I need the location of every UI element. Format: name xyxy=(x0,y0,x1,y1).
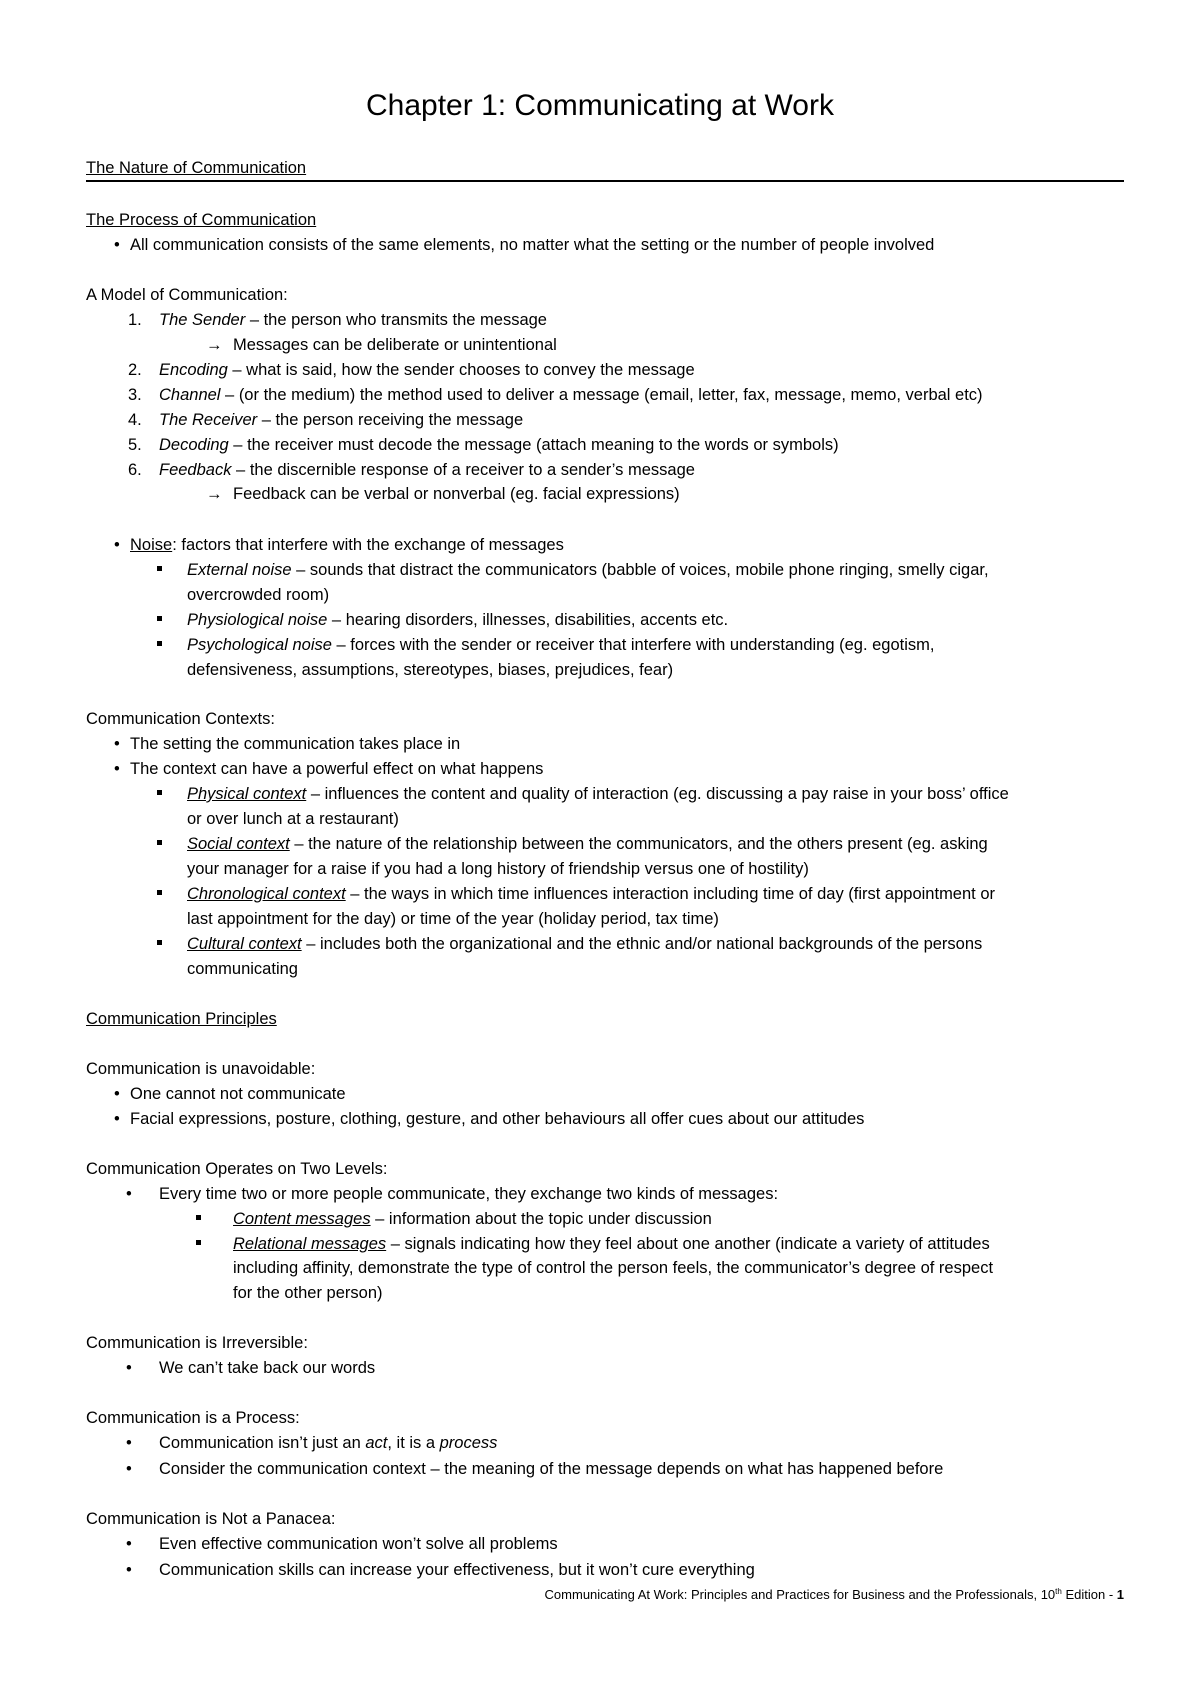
list-item: Consider the communication context – the meaning of the message depends on what has happened before xyxy=(159,1460,944,1478)
list-item-continuation: or over lunch at a restaurant) xyxy=(187,810,399,828)
list-item: Facial expressions, posture, clothing, gesture, and other behaviours all offer cues about our attitudes xyxy=(130,1110,865,1128)
list-item: Cultural context – includes both the organizational and the ethnic and/or national backgrounds of the persons xyxy=(187,935,983,953)
term: Content messages xyxy=(233,1210,371,1228)
list-item: Chronological context – the ways in which time influences interaction including time of day (first appointment or xyxy=(187,885,996,903)
arrow-marker: → xyxy=(206,336,223,354)
list-item-continuation: for the other person) xyxy=(233,1284,383,1302)
list-item: Every time two or more people communicate, they exchange two kinds of messages: xyxy=(159,1185,779,1203)
list-item-continuation: including affinity, demonstrate the type of control the person feels, the communicator’s degree of respect xyxy=(233,1259,994,1277)
term: Physiological noise xyxy=(187,611,328,629)
heading-contexts: Communication Contexts: xyxy=(86,710,275,728)
term: Channel xyxy=(159,386,221,404)
list-item: Decoding – the receiver must decode the message (attach meaning to the words or symbols) xyxy=(159,436,839,454)
term: Cultural context xyxy=(187,935,302,953)
bullet-marker: • xyxy=(126,1359,132,1377)
term: Noise xyxy=(130,536,173,554)
bullet-marker: • xyxy=(126,1460,132,1478)
page-title: Chapter 1: Communicating at Work xyxy=(366,89,834,122)
heading-process: The Process of Communication xyxy=(86,211,317,229)
bullet-marker: • xyxy=(126,1535,132,1553)
square-bullet xyxy=(157,641,162,646)
list-item: The Receiver – the person receiving the message xyxy=(159,411,524,429)
list-item-continuation: overcrowded room) xyxy=(187,586,330,604)
heading-irreversible: Communication is Irreversible: xyxy=(86,1334,308,1352)
heading-process-principle: Communication is a Process: xyxy=(86,1409,300,1427)
list-number: 6. xyxy=(128,461,142,479)
list-number: 5. xyxy=(128,436,142,454)
heading-model: A Model of Communication: xyxy=(86,286,288,304)
list-item: Psychological noise – forces with the sender or receiver that interfere with understanding (eg. egotism, xyxy=(187,636,935,654)
square-bullet xyxy=(157,566,162,571)
bullet-marker: • xyxy=(126,1561,132,1579)
heading-two-levels: Communication Operates on Two Levels: xyxy=(86,1160,388,1178)
list-item: The Sender – the person who transmits the message xyxy=(159,311,547,329)
list-item-continuation: your manager for a raise if you had a long history of friendship versus one of hostility) xyxy=(187,860,809,878)
term: Social context xyxy=(187,835,290,853)
bullet-marker: • xyxy=(114,1110,120,1128)
list-item: External noise – sounds that distract the communicators (babble of voices, mobile phone ringing, smelly cigar, xyxy=(187,561,989,579)
list-item: We can’t take back our words xyxy=(159,1359,376,1377)
term: Relational messages xyxy=(233,1235,387,1253)
list-item: Physiological noise – hearing disorders, illnesses, disabilities, accents etc. xyxy=(187,611,729,629)
term: External noise xyxy=(187,561,292,579)
heading-panacea: Communication is Not a Panacea: xyxy=(86,1510,336,1528)
term: Feedback xyxy=(159,461,232,479)
list-item: Content messages – information about the topic under discussion xyxy=(233,1210,712,1228)
term: Encoding xyxy=(159,361,228,379)
square-bullet xyxy=(157,940,162,945)
list-item: The setting the communication takes place in xyxy=(130,735,461,753)
section-heading-principles: Communication Principles xyxy=(86,1010,277,1028)
bullet-marker: • xyxy=(114,735,120,753)
list-number: 2. xyxy=(128,361,142,379)
list-item: Physical context – influences the content and quality of interaction (eg. discussing a pay raise in your boss’ office xyxy=(187,785,1009,803)
term: Psychological noise xyxy=(187,636,332,654)
arrow-marker: → xyxy=(206,485,223,503)
list-item: Feedback – the discernible response of a receiver to a sender’s message xyxy=(159,461,695,479)
list-item: Communication skills can increase your effectiveness, but it won’t cure everything xyxy=(159,1561,755,1579)
section-heading-nature: The Nature of Communication xyxy=(86,159,307,177)
square-bullet xyxy=(196,1215,201,1220)
list-number: 1. xyxy=(128,311,142,329)
list-item: Even effective communication won’t solve all problems xyxy=(159,1535,558,1553)
term: Decoding xyxy=(159,436,229,454)
term: Physical context xyxy=(187,785,307,803)
bullet-marker: • xyxy=(126,1434,132,1452)
bullet-marker: • xyxy=(114,1085,120,1103)
list-item-continuation: communicating xyxy=(187,960,298,978)
list-item: Relational messages – signals indicating how they feel about one another (indicate a variety of attitudes xyxy=(233,1235,990,1253)
bullet-marker: • xyxy=(126,1185,132,1203)
square-bullet xyxy=(157,890,162,895)
list-item: All communication consists of the same elements, no matter what the setting or the number of people involved xyxy=(130,236,935,254)
list-item: Channel – (or the medium) the method used to deliver a message (email, letter, fax, message, memo, verbal etc) xyxy=(159,386,983,404)
list-item: Noise: factors that interfere with the exchange of messages xyxy=(130,536,564,554)
sub-item: Feedback can be verbal or nonverbal (eg. facial expressions) xyxy=(233,485,680,503)
list-item-continuation: defensiveness, assumptions, stereotypes, biases, prejudices, fear) xyxy=(187,661,674,679)
list-item-continuation: last appointment for the day) or time of the year (holiday period, tax time) xyxy=(187,910,719,928)
term: The Receiver xyxy=(159,411,258,429)
term: Chronological context xyxy=(187,885,346,903)
bullet-marker: • xyxy=(114,236,120,254)
list-item: Social context – the nature of the relationship between the communicators, and the others present (eg. asking xyxy=(187,835,988,853)
list-item: Encoding – what is said, how the sender chooses to convey the message xyxy=(159,361,695,379)
square-bullet xyxy=(196,1240,201,1245)
heading-unavoidable: Communication is unavoidable: xyxy=(86,1060,316,1078)
list-number: 4. xyxy=(128,411,142,429)
bullet-marker: • xyxy=(114,760,120,778)
bullet-marker: • xyxy=(114,536,120,554)
list-item: Communication isn’t just an act, it is a process xyxy=(159,1434,498,1452)
list-item: One cannot not communicate xyxy=(130,1085,346,1103)
square-bullet xyxy=(157,790,162,795)
list-number: 3. xyxy=(128,386,142,404)
square-bullet xyxy=(157,840,162,845)
heading-rule xyxy=(86,180,1124,182)
list-item: The context can have a powerful effect on what happens xyxy=(130,760,544,778)
term: The Sender xyxy=(159,311,246,329)
sub-item: Messages can be deliberate or unintentional xyxy=(233,336,557,354)
page-footer: Communicating At Work: Principles and Practices for Business and the Professionals, 10th Edition - 1 xyxy=(544,1587,1124,1602)
page-number: 1 xyxy=(1116,1587,1124,1602)
square-bullet xyxy=(157,616,162,621)
